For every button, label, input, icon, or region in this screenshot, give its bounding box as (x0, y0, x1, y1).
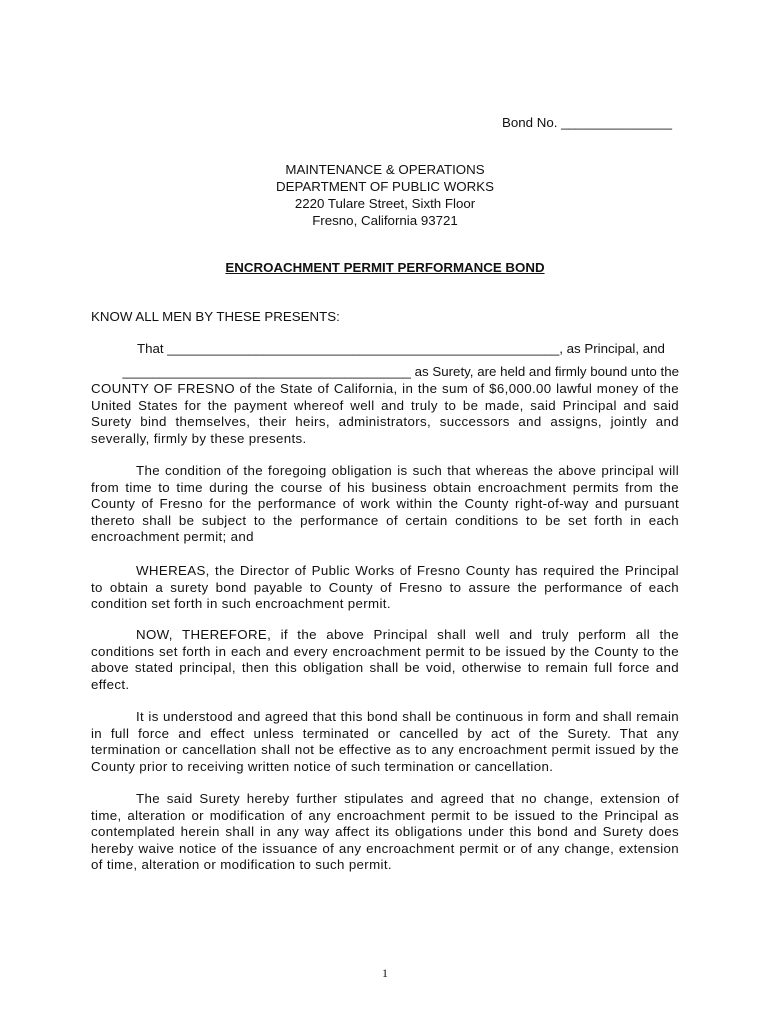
paragraph-whereas (91, 563, 679, 613)
document-title: ENCROACHMENT PERMIT PERFORMANCE BOND (225, 260, 545, 275)
paragraph-text: The said Surety hereby further stipulates and agreed that no change, extension of time, alteration or modification of any encroachment permit to be issued to the Principal as contemplated herein shall in any way affect its obligations under this bond and Surety does hereby waive notice of the issuance of any encroachment permit or of any change, extension of time, alteration or modification to such permit. (91, 791, 679, 873)
surety-line: _______________________________________ as Surety, are held and firmly bound unto the (122, 364, 679, 379)
header-line-department: DEPARTMENT OF PUBLIC WORKS (276, 179, 494, 194)
paragraph-condition (91, 463, 679, 546)
paragraph-text: WHEREAS, the Director of Public Works of Fresno County has required the Principal to obtain a surety bond payable to County of Fresno to assure the performance of each condition set forth in such encroachment permit. (91, 563, 679, 612)
paragraph-text: The condition of the foregoing obligation is such that whereas the above principal will from time to time during the course of his business obtain encroachment permits from the County of Fresno for the performance of work within the County right-of-way and pursuant thereto shall be subject to the performance of certain conditions to be set forth in each encroachment permit; and (91, 463, 679, 545)
header-line-street: 2220 Tulare Street, Sixth Floor (294, 196, 476, 211)
principal-line: That _____________________________________________________, as Principal, and (137, 341, 665, 356)
opening-statement: KNOW ALL MEN BY THESE PRESENTS: (91, 309, 340, 324)
header-line-division: MAINTENANCE & OPERATIONS (285, 162, 485, 177)
paragraph-surety-stipulation (91, 791, 679, 874)
paragraph-continuous (91, 709, 679, 775)
paragraph-text: NOW, THEREFORE, if the above Principal shall well and truly perform all the conditions set forth in each and every encroachment permit to be issued by the County to the above stated principal, then this obligation shall be void, otherwise to remain full force and effect. (91, 627, 679, 692)
paragraph-text: It is understood and agreed that this bond shall be continuous in form and shall remain in full force and effect unless terminated or cancelled by act of the Surety. That any termination or cancellation shall not be effective as to any encroachment permit issued by the County prior to receiving written notice of such termination or cancellation. (91, 709, 679, 774)
paragraph-obligation: COUNTY OF FRESNO of the State of California, in the sum of $6,000.00 lawful money of the United States for the payment whereof well and truly to be made, said Principal and said Surety bind themselves, their heirs, administrators, successors and assigns, jointly and severally, firmly by these presents. (91, 381, 679, 446)
page-number: 1 (382, 966, 388, 980)
department-header (230, 161, 540, 229)
bond-number-field: Bond No. _______________ (502, 115, 673, 130)
header-line-city: Fresno, California 93721 (312, 213, 458, 228)
paragraph-now-therefore (91, 627, 679, 693)
